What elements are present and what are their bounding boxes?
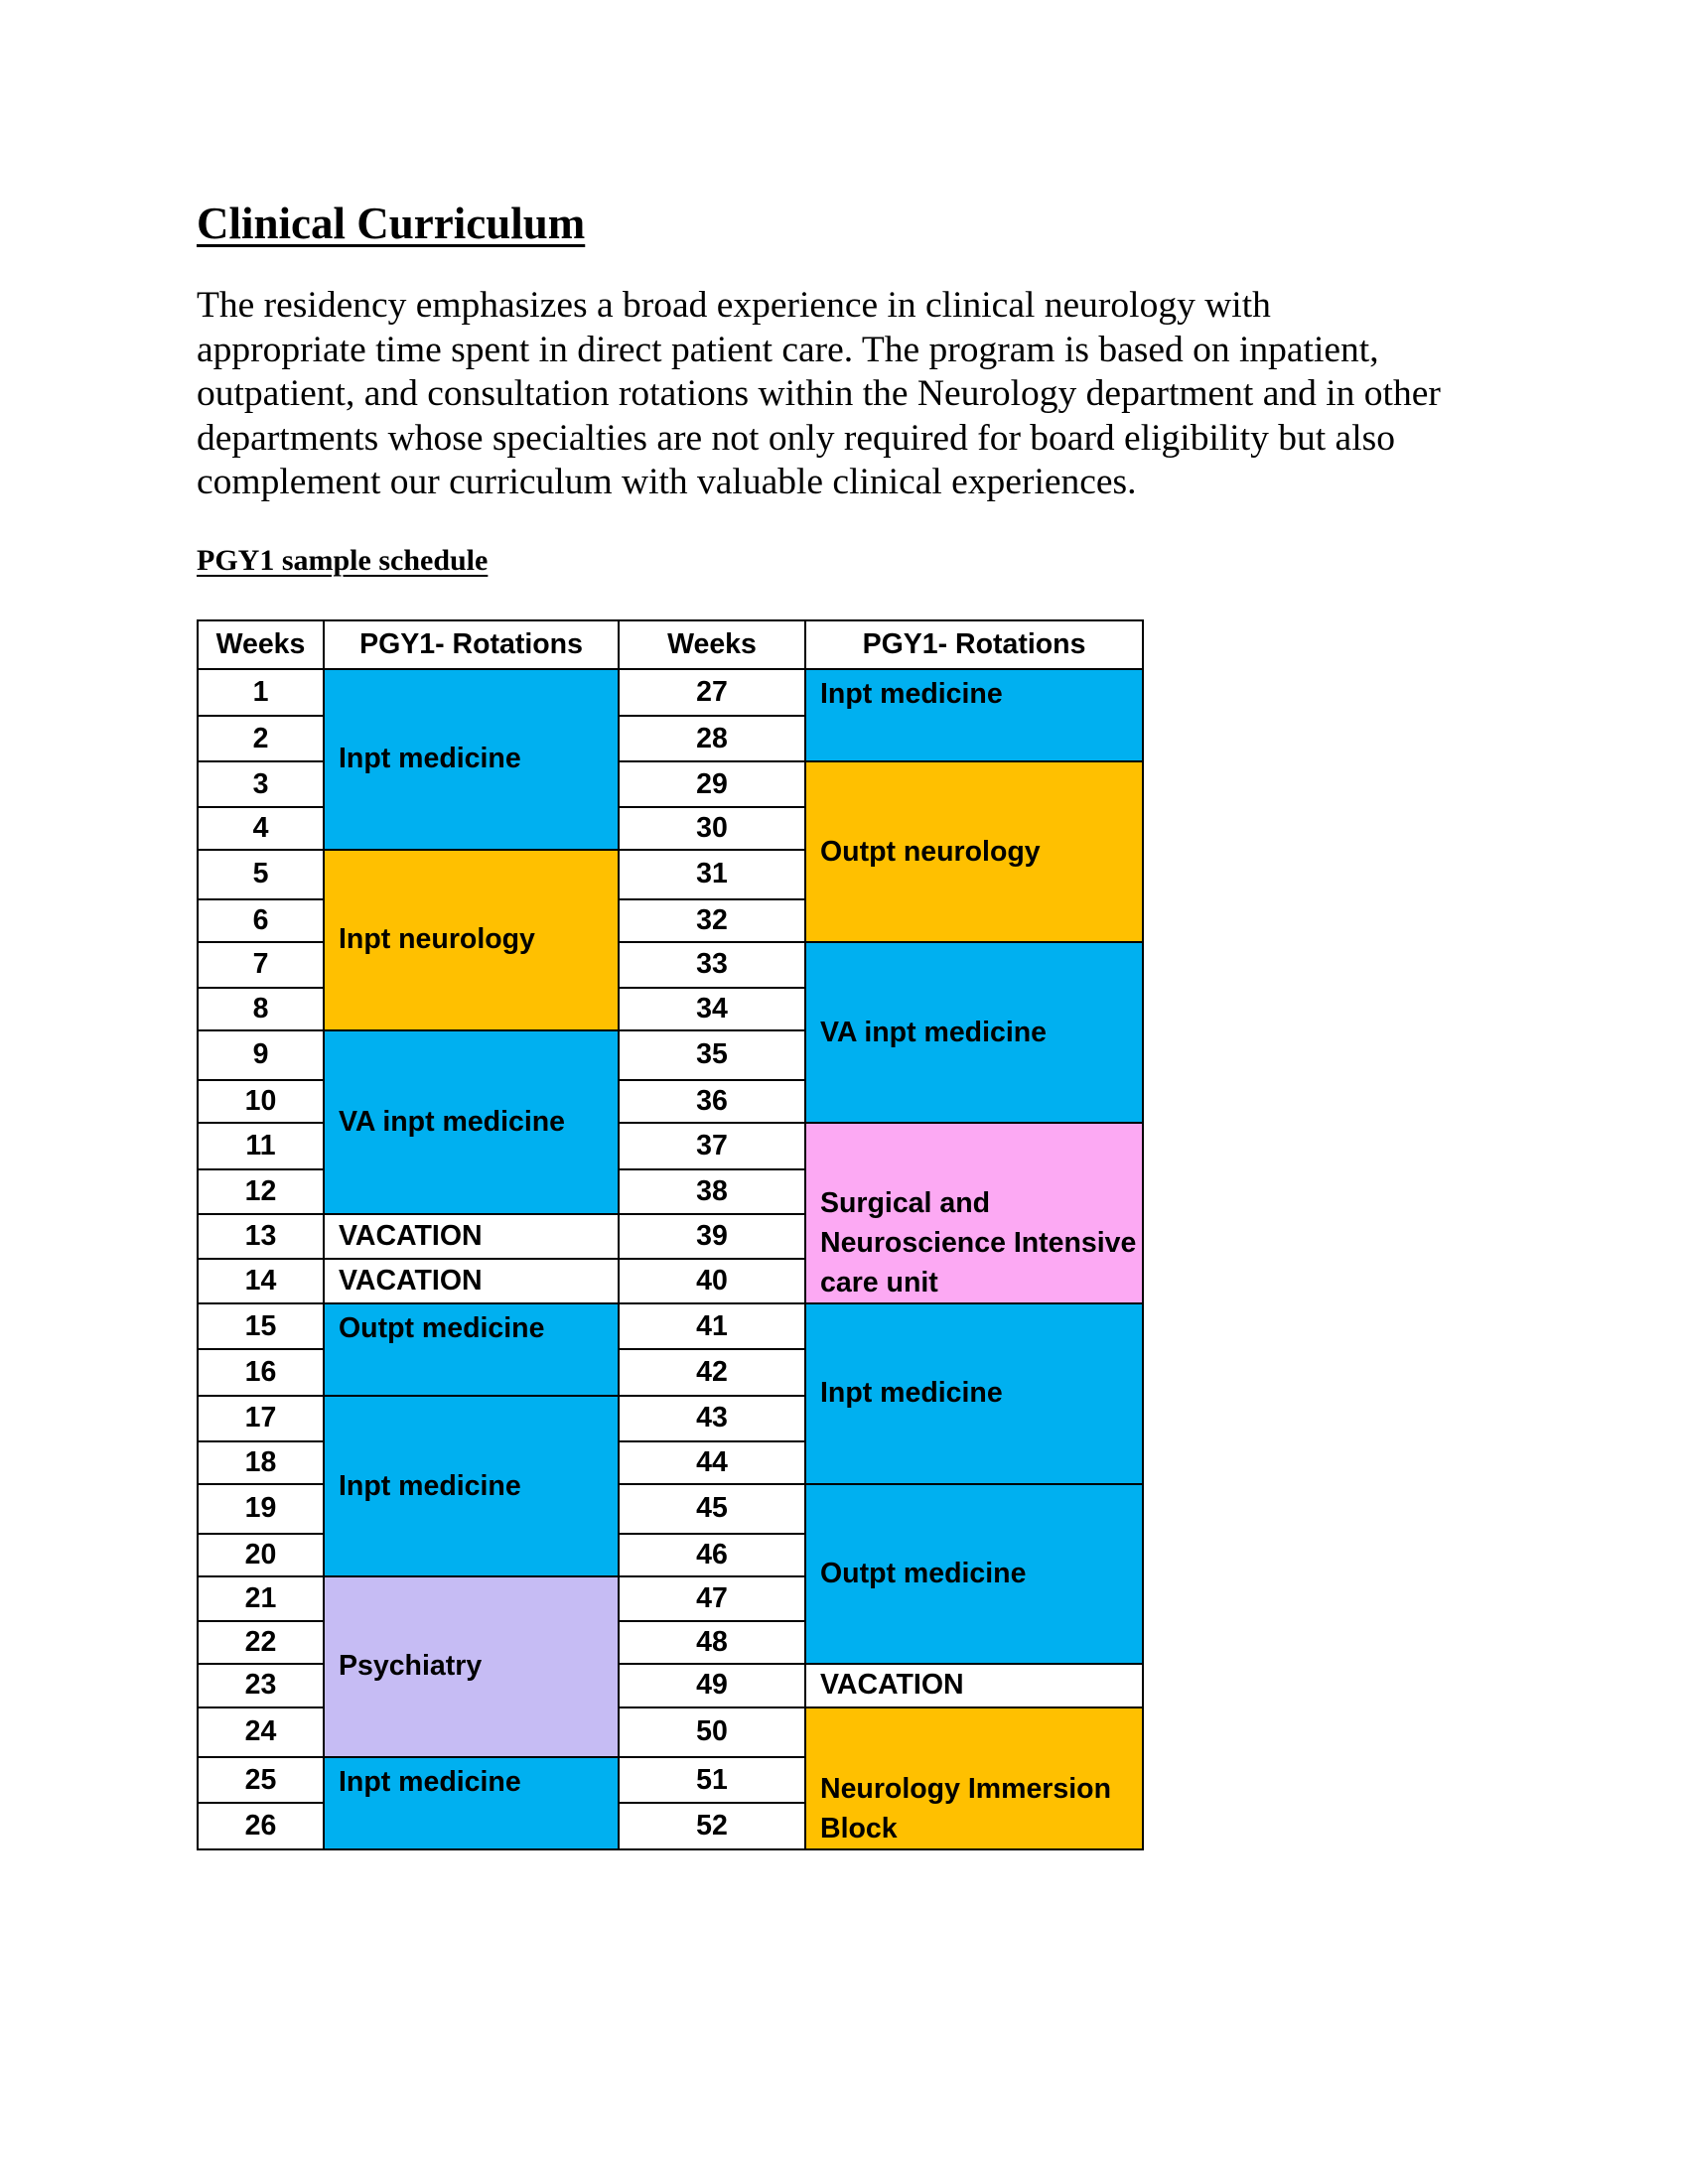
week-number-cell: 32 [619, 899, 805, 942]
week-number-cell: 2 [198, 716, 324, 762]
week-number-cell: 10 [198, 1080, 324, 1123]
week-number-cell: 46 [619, 1534, 805, 1576]
week-number-cell: 14 [198, 1259, 324, 1303]
week-number-cell: 42 [619, 1349, 805, 1396]
week-number-cell: 27 [619, 669, 805, 716]
rotation-cell: VACATION [324, 1214, 619, 1259]
week-number-cell: 45 [619, 1484, 805, 1534]
rotations-header-right: PGY1- Rotations [805, 620, 1143, 669]
week-number-cell: 34 [619, 988, 805, 1030]
week-number-cell: 38 [619, 1169, 805, 1214]
rotation-cell: VA inpt medicine [324, 1030, 619, 1214]
week-number-cell: 18 [198, 1441, 324, 1484]
intro-paragraph [197, 284, 1507, 505]
table-header-row [198, 620, 1143, 669]
rotation-cell: Outpt medicine [324, 1303, 619, 1396]
week-number-cell: 47 [619, 1576, 805, 1621]
week-number-cell: 15 [198, 1303, 324, 1350]
week-number-cell: 40 [619, 1259, 805, 1303]
week-number-cell: 17 [198, 1396, 324, 1440]
week-number-cell: 31 [619, 850, 805, 899]
week-number-cell: 22 [198, 1621, 324, 1664]
rotation-cell: Inpt medicine [805, 669, 1143, 761]
rotation-cell: VA inpt medicine [805, 942, 1143, 1123]
week-number-cell: 39 [619, 1214, 805, 1259]
week-number-cell: 52 [619, 1803, 805, 1849]
week-number-cell: 28 [619, 716, 805, 762]
week-number-cell: 35 [619, 1030, 805, 1080]
schedule-body [198, 669, 1143, 1849]
week-number-cell: 37 [619, 1123, 805, 1169]
rotation-cell: Outpt neurology [805, 761, 1143, 942]
week-number-cell: 51 [619, 1757, 805, 1804]
rotation-cell: Surgical and Neuroscience Intensive care unit [805, 1123, 1143, 1303]
week-number-cell: 8 [198, 988, 324, 1030]
week-number-cell: 49 [619, 1664, 805, 1706]
week-number-cell: 44 [619, 1441, 805, 1484]
week-number-cell: 41 [619, 1303, 805, 1350]
week-number-cell: 33 [619, 942, 805, 987]
week-number-cell: 4 [198, 807, 324, 850]
intro-line: appropriate time spent in direct patient care. The program is based on inpatient, [197, 329, 1379, 370]
week-number-cell: 1 [198, 669, 324, 716]
week-number-cell: 30 [619, 807, 805, 850]
table-row [198, 1303, 1143, 1350]
rotation-cell: Inpt medicine [324, 669, 619, 850]
week-number-cell: 16 [198, 1349, 324, 1396]
week-number-cell: 29 [619, 761, 805, 806]
weeks-header-left: Weeks [198, 620, 324, 669]
week-number-cell: 50 [619, 1707, 805, 1757]
page-title: Clinical Curriculum [197, 199, 586, 248]
week-number-cell: 7 [198, 942, 324, 987]
intro-line: departments whose specialties are not only required for board eligibility but also [197, 417, 1395, 459]
week-number-cell: 23 [198, 1664, 324, 1706]
rotation-cell: Psychiatry [324, 1576, 619, 1757]
intro-line: complement our curriculum with valuable clinical experiences. [197, 462, 1137, 503]
rotations-header-left: PGY1- Rotations [324, 620, 619, 669]
week-number-cell: 36 [619, 1080, 805, 1123]
schedule-title: PGY1 sample schedule [197, 544, 489, 577]
intro-line: The residency emphasizes a broad experience in clinical neurology with [197, 285, 1271, 326]
rotation-cell: VACATION [805, 1664, 1143, 1706]
weeks-header-right: Weeks [619, 620, 805, 669]
rotation-cell: Outpt medicine [805, 1484, 1143, 1665]
week-number-cell: 19 [198, 1484, 324, 1534]
rotation-cell: Inpt neurology [324, 850, 619, 1030]
week-number-cell: 9 [198, 1030, 324, 1080]
week-number-cell: 6 [198, 899, 324, 942]
week-number-cell: 20 [198, 1534, 324, 1576]
rotation-cell: VACATION [324, 1259, 619, 1303]
schedule-table [197, 619, 1144, 1850]
week-number-cell: 25 [198, 1757, 324, 1804]
week-number-cell: 24 [198, 1707, 324, 1757]
rotation-cell: Inpt medicine [324, 1396, 619, 1576]
week-number-cell: 3 [198, 761, 324, 806]
week-number-cell: 21 [198, 1576, 324, 1621]
week-number-cell: 13 [198, 1214, 324, 1259]
rotation-cell: Inpt medicine [324, 1757, 619, 1849]
rotation-cell: Neurology Immersion Block [805, 1707, 1143, 1850]
week-number-cell: 12 [198, 1169, 324, 1214]
week-number-cell: 43 [619, 1396, 805, 1440]
table-row [198, 669, 1143, 716]
week-number-cell: 26 [198, 1803, 324, 1849]
intro-line: outpatient, and consultation rotations within the Neurology department and in other [197, 373, 1441, 415]
week-number-cell: 11 [198, 1123, 324, 1169]
week-number-cell: 5 [198, 850, 324, 899]
week-number-cell: 48 [619, 1621, 805, 1664]
rotation-cell: Inpt medicine [805, 1303, 1143, 1484]
